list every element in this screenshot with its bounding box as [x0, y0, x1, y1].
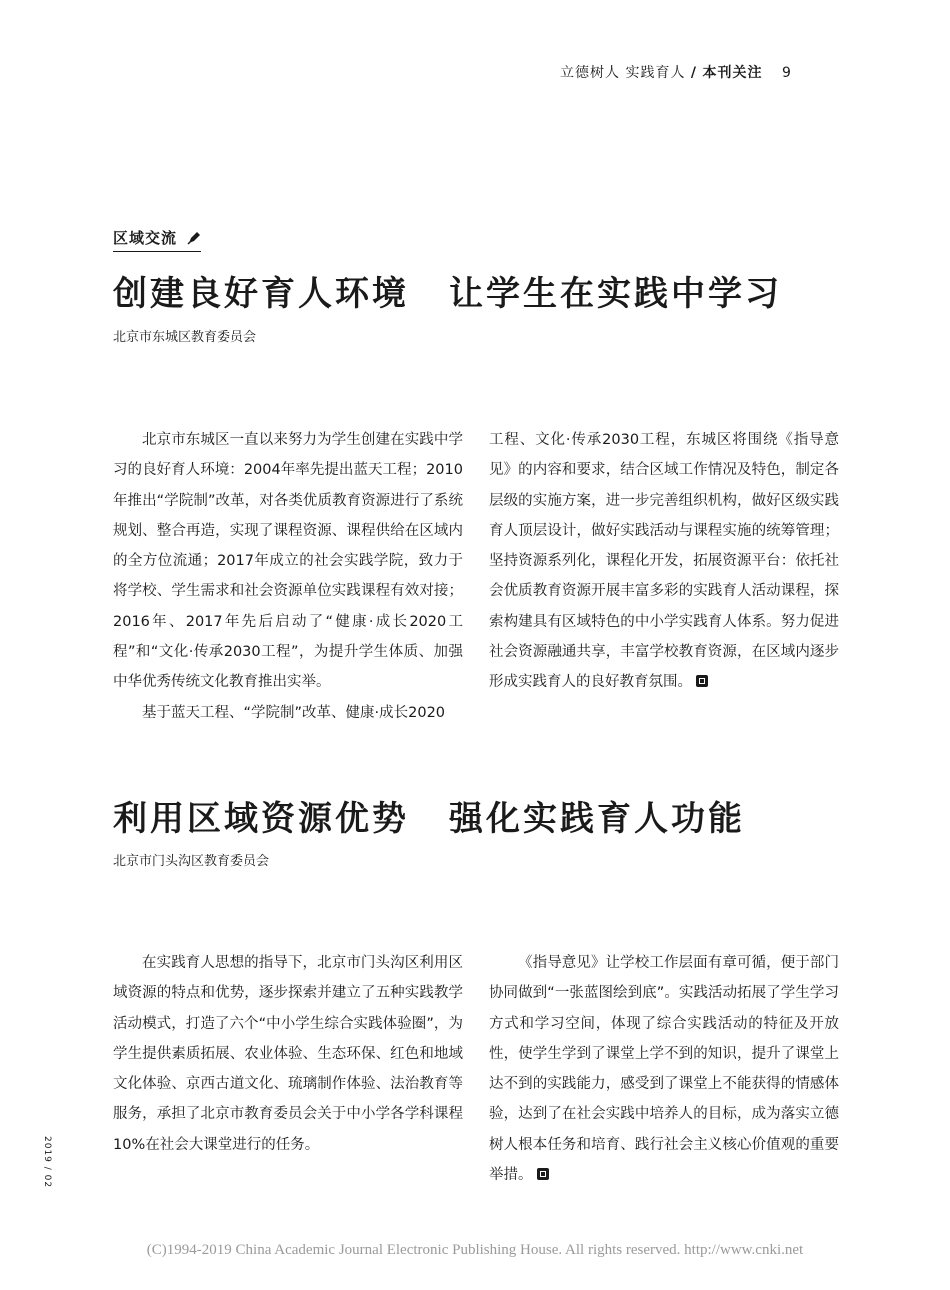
article2-title-part1: 利用区域资源优势	[113, 799, 409, 839]
article1-title	[113, 266, 782, 315]
article1-paragraph-3: 工程、文化·传承2030工程，东城区将围绕《指导意见》的内容和要求，结合区域工作情况及特色，制定各层级的实施方案，进一步完善组织机构，做好区级实践育人顶层设计，做好实践活动与课程实施的统筹管理；坚持资源系列化，课程化开发，拓展资源平台：依托社会优质教育资源开展丰富多彩的实践育人活动课程，探索构建具有区域特色的中小学实践育人体系。努力促进社会资源融通共享，丰富学校教育资源，在区域内逐步形成实践育人的良好教育氛围。	[489, 432, 839, 691]
copyright-footer: (C)1994-2019 China Academic Journal Electronic Publishing House. All rights reserved. http://www.cnki.net	[146, 1242, 804, 1258]
article1-right-column	[489, 425, 839, 698]
article2-left-column	[113, 948, 463, 1160]
article2-right-column	[489, 948, 839, 1190]
running-head-column: 本刊关注	[702, 65, 763, 81]
pen-icon	[187, 231, 201, 249]
running-head-section: 立德树人 实践育人	[560, 65, 686, 81]
end-mark-icon	[537, 1168, 549, 1180]
end-mark-icon	[696, 675, 708, 687]
article1-title-part1: 创建良好育人环境	[113, 274, 409, 314]
article2-paragraph-1: 在实践育人思想的指导下，北京市门头沟区利用区域资源的特点和优势，逐步探索并建立了五种实践教学活动模式，打造了六个“中小学生综合实践体验圈”，为学生提供素质拓展、农业体验、生态环保、红色和地域文化体验、京西古道文化、琉璃制作体验、法治教育等服务，承担了北京市教育委员会关于中小学各学科课程10%在社会大课堂进行的任务。	[113, 955, 463, 1153]
section-tag-label: 区域交流	[113, 229, 178, 247]
article1-paragraph-2: 基于蓝天工程、“学院制”改革、健康·成长2020	[142, 704, 446, 721]
article2-paragraph-2: 《指导意见》让学校工作层面有章可循，便于部门协同做到“一张蓝图绘到底”。实践活动拓展了学生学习方式和学习空间，体现了综合实践活动的特征及开放性，使学生学到了课堂上学不到的知识，提升了课堂上达不到的实践能力，感受到了课堂上不能获得的情感体验，达到了在社会实践中培养人的目标，成为落实立德树人根本任务和培育、践行社会主义核心价值观的重要举措。	[489, 955, 839, 1184]
running-head-separator: /	[690, 65, 698, 81]
running-head	[560, 62, 830, 82]
section-tag	[113, 227, 201, 252]
article2-title-part2: 强化实践育人功能	[449, 799, 745, 839]
page-number: 9	[781, 65, 792, 81]
issue-date: 2019 / 02	[42, 1136, 52, 1189]
article1-paragraph-1: 北京市东城区一直以来努力为学生创建在实践中学习的良好育人环境：2004年率先提出蓝天工程；2010年推出“学院制”改革，对各类优质教育资源进行了系统规划、整合再造，实现了课程资源、课程供给在区域内的全方位流通；2017年成立的社会实践学院，致力于将学校、学生需求和社会资源单位实践课程有效对接；2016年、2017年先后启动了“健康·成长2020工程”和“文化·传承2030工程”，为提升学生体质、加强中华优秀传统文化教育推出实举。	[113, 432, 463, 691]
article1-title-part2: 让学生在实践中学习	[449, 274, 782, 314]
article2-author: 北京市门头沟区教育委员会	[113, 854, 270, 869]
article1-left-column	[113, 425, 463, 728]
article2-title	[113, 791, 745, 840]
article1-author: 北京市东城区教育委员会	[113, 330, 257, 345]
